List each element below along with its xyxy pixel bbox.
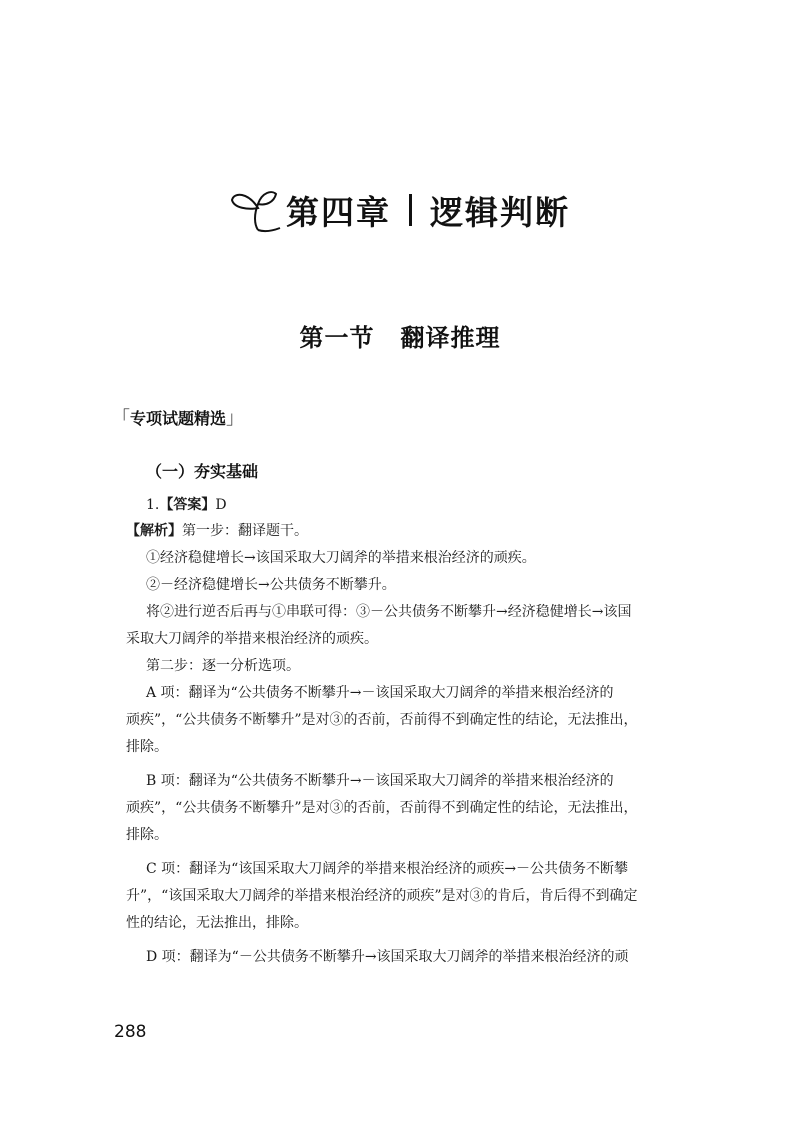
sprout-icon (228, 186, 284, 234)
answer-tag: 【答案】 (159, 497, 216, 513)
bracket-close: 」 (226, 408, 245, 429)
text-line: 第二步：逐一分析选项。 (146, 658, 300, 674)
bracket-heading (112, 404, 244, 430)
analysis-tag: 【解析】 (126, 523, 182, 539)
text-line: ②－经济稳健增长→公共债务不断攀升。 (146, 577, 396, 593)
page-number: 288 (114, 1022, 147, 1042)
bracket-open: 「 (112, 408, 130, 429)
bracket-heading-text: 专项试题精选 (130, 409, 227, 428)
chapter-name: 逻辑判断 (430, 192, 570, 232)
text-line: 将②进行逆否后再与①串联可得：③－公共债务不断攀升→经济稳健增长→该国 (146, 604, 632, 620)
chapter-number: 第四章 (286, 192, 391, 232)
text-line: B 项：翻译为“公共债务不断攀升→－该国采取大刀阔斧的举措来根治经济的 (146, 773, 614, 789)
answer-value: D (215, 497, 227, 513)
text-line: 第一步：翻译题干。 (182, 523, 308, 539)
text-line: 采取大刀阔斧的举措来根治经济的顽疾。 (126, 631, 378, 647)
text-line: 顽疾”，“公共债务不断攀升”是对③的否前，否前得不到确定性的结论，无法推出， (126, 800, 638, 816)
text-line: 排除。 (126, 739, 168, 755)
section-number: 第一节 (299, 324, 375, 352)
text-line: ①经济稳健增长→该国采取大刀阔斧的举措来根治经济的顽疾。 (146, 550, 536, 566)
text-line: 性的结论，无法推出，排除。 (126, 915, 308, 931)
subheading: （一）夯实基础 (146, 462, 259, 481)
text-line: 升”，“该国采取大刀阔斧的举措来根治经济的顽疾”是对③的肯后，肯后得不到确定 (126, 888, 638, 904)
analysis-line (126, 520, 308, 540)
text-line: D 项：翻译为“－公共债务不断攀升→该国采取大刀阔斧的举措来根治经济的顽 (146, 949, 629, 965)
text-line: C 项：翻译为“该国采取大刀阔斧的举措来根治经济的顽疾→－公共债务不断攀 (146, 861, 629, 877)
answer-line (146, 494, 227, 514)
chapter-divider (409, 194, 412, 226)
text-line: 排除。 (126, 827, 168, 843)
chapter-title (228, 180, 570, 240)
section-title (0, 318, 800, 353)
text-line: 顽疾”，“公共债务不断攀升”是对③的否前，否前得不到确定性的结论，无法推出， (126, 712, 638, 728)
question-number: 1. (146, 497, 160, 513)
text-line: A 项：翻译为“公共债务不断攀升→－该国采取大刀阔斧的举措来根治经济的 (146, 685, 614, 701)
section-name: 翻译推理 (400, 324, 501, 352)
